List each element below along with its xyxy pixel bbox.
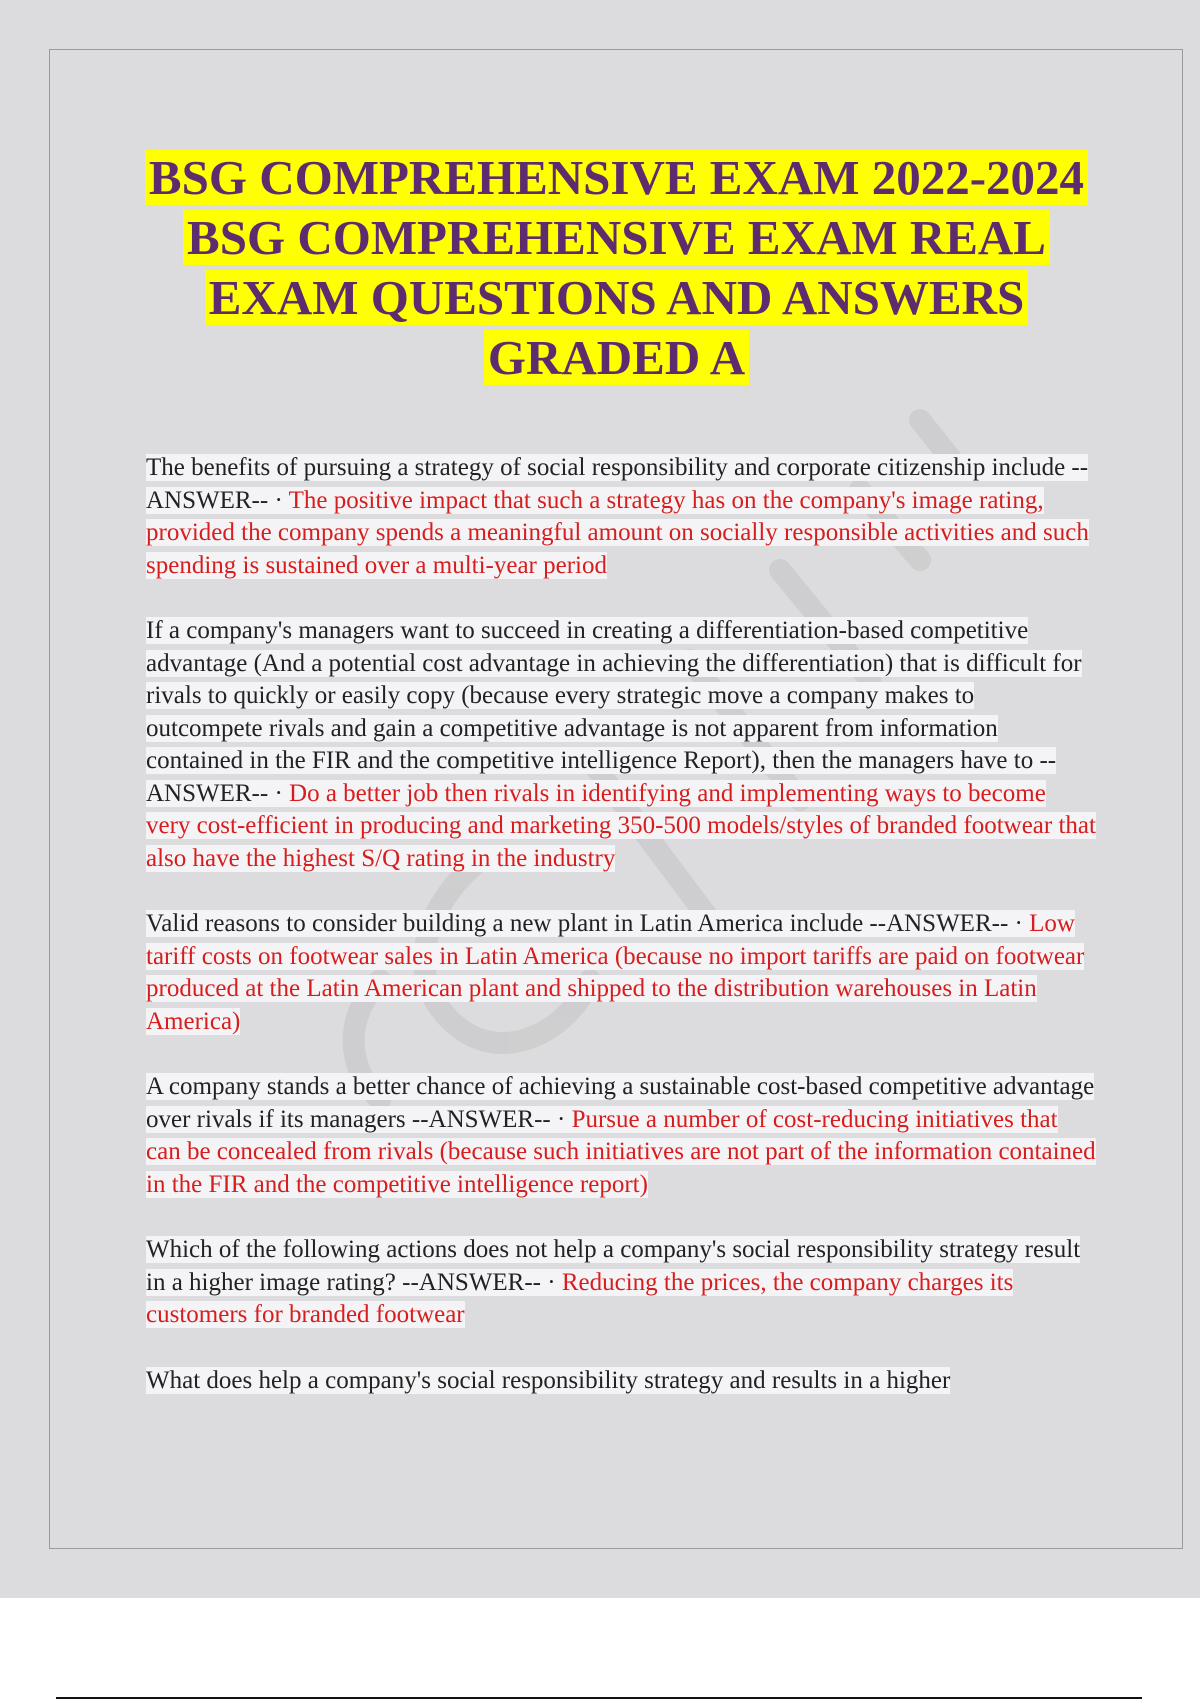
answer-text: Reducing the prices, the company charges its customers for branded footwear bbox=[146, 1268, 1014, 1328]
question-text: What does help a company's social responsibility strategy and results in a higher bbox=[146, 1366, 951, 1394]
qa-item bbox=[146, 1365, 1096, 1398]
qa-item bbox=[146, 615, 1096, 875]
answer-text: The positive impact that such a strategy has on the company's image rating, provided the company spends a meaningful amount on socially responsible activities and such spending is sustained over a multi-year period bbox=[146, 486, 1089, 579]
footer-rule bbox=[56, 1697, 1142, 1699]
qa-item bbox=[146, 908, 1096, 1038]
qa-item bbox=[146, 1071, 1096, 1201]
question-text: Which of the following actions does not help a company's social responsibility strategy result in a higher image rating? --ANSWER-- · bbox=[146, 1236, 1081, 1296]
question-text: The benefits of pursuing a strategy of social responsibility and corporate citizenship include --ANSWER-- · bbox=[146, 454, 1089, 514]
answer-text: Pursue a number of cost-reducing initiatives that can be concealed from rivals (because such initiatives are not part of the information contained in the FIR and the competitive intelligence report) bbox=[146, 1105, 1096, 1198]
question-text: Valid reasons to consider building a new plant in Latin America include --ANSWER-- · bbox=[146, 910, 1030, 937]
qa-item bbox=[146, 452, 1096, 582]
document-title bbox=[120, 148, 1113, 388]
document-title-block bbox=[120, 148, 1113, 388]
question-text: A company stands a better chance of achieving a sustainable cost-based competitive advantage over rivals if its managers --ANSWER-- · bbox=[146, 1073, 1095, 1133]
answer-text: Do a better job then rivals in identifying and implementing ways to become very cost-efficient in producing and marketing 350-500 models/styles of branded footwear that also have the highest S/Q rating in the industry bbox=[146, 779, 1096, 872]
qa-item bbox=[146, 1234, 1096, 1332]
answer-text: Low tariff costs on footwear sales in Latin America (because no import tariffs are paid on footwear produced at the Latin American plant and shipped to the distribution warehouses in Latin America) bbox=[146, 910, 1085, 1035]
qa-list bbox=[146, 452, 1096, 1430]
question-text: If a company's managers want to succeed in creating a differentiation-based competitive advantage (And a potential cost advantage in achieving the differentiation) that is difficult for rivals to quickly or easily copy (because every strategic move a company makes to outcompete rivals and gain a competitive advantage is not apparent from information contained in the FIR and the competitive intelligence Report), then the managers have to --ANSWER-- · bbox=[146, 617, 1082, 807]
document-title-text: BSG COMPREHENSIVE EXAM 2022-2024 BSG COMPREHENSIVE EXAM REAL EXAM QUESTIONS AND ANSWERS GRADED A bbox=[145, 150, 1088, 385]
